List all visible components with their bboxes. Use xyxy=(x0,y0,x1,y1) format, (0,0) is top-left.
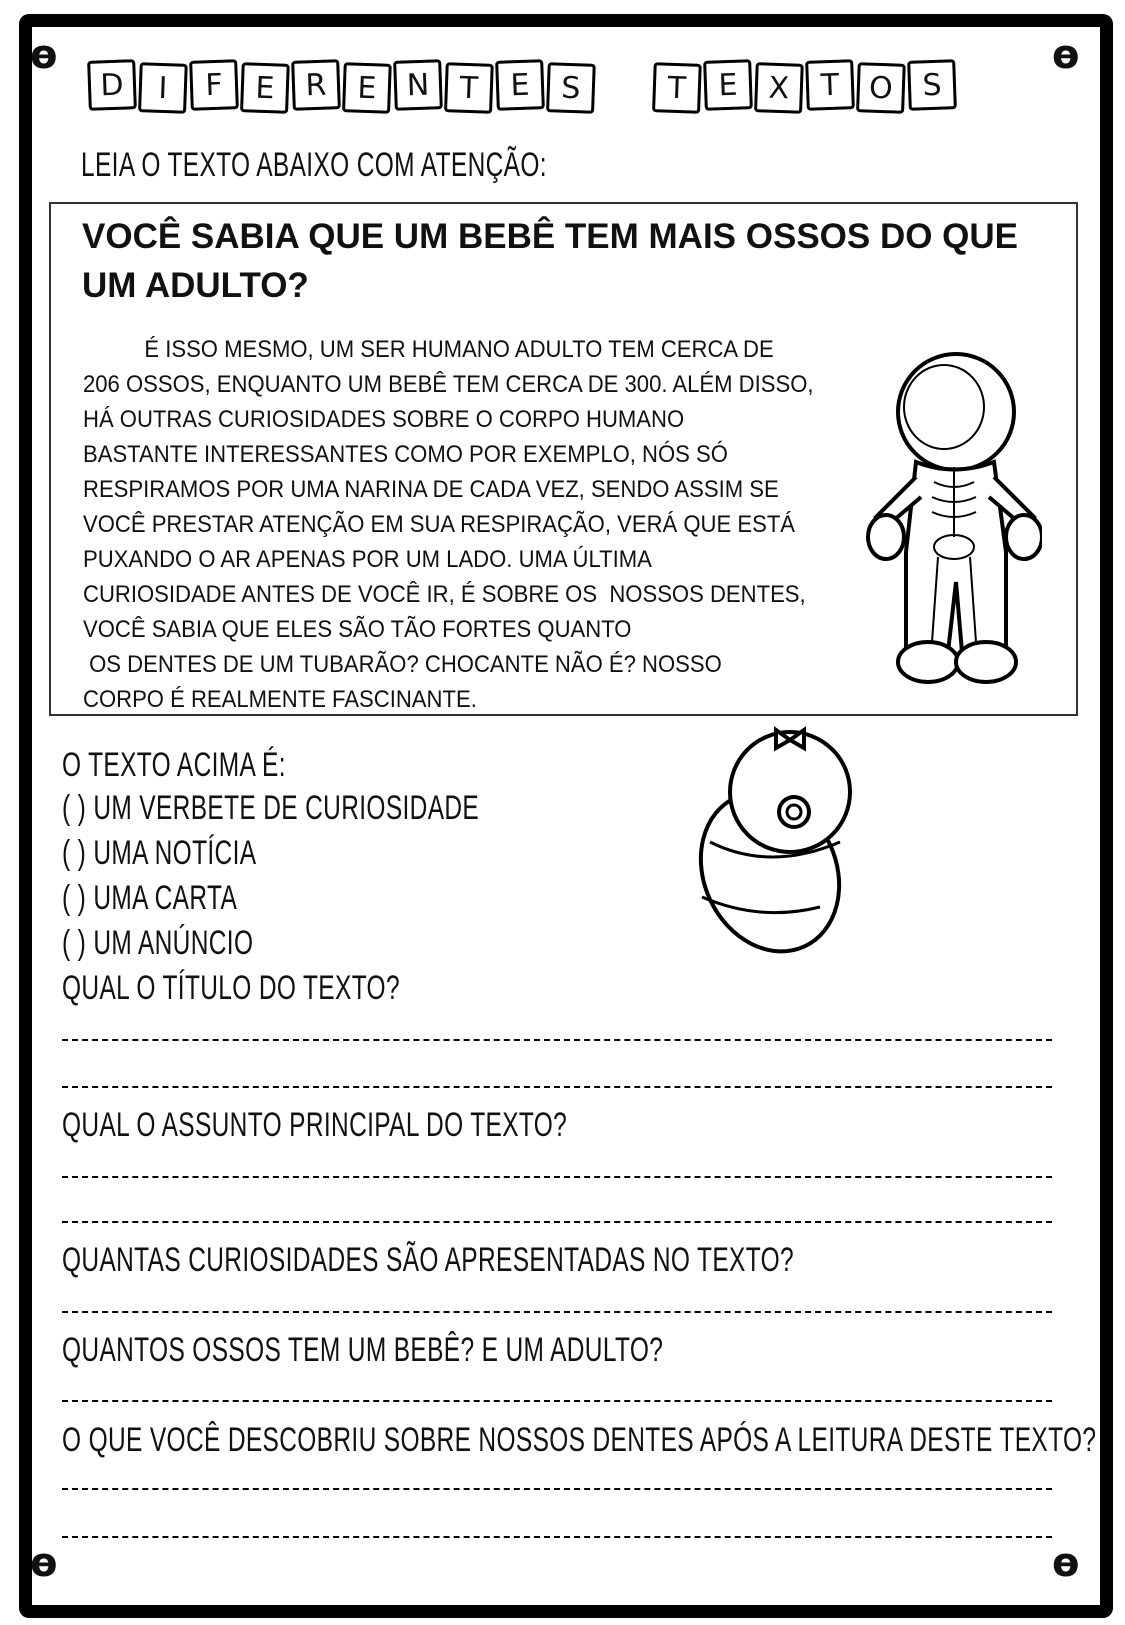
title-letter: T xyxy=(444,62,494,114)
title-letter: X xyxy=(754,62,804,114)
skeleton-child-illustration xyxy=(866,352,1042,692)
article-line: PUXANDO O AR APENAS POR UM LADO. UMA ÚLTIMA xyxy=(83,546,652,573)
question-6-prompt: O QUE VOCÊ DESCOBRIU SOBRE NOSSOS DENTES APÓS A LEITURA DESTE TEXTO? xyxy=(62,1421,1097,1459)
option-noticia[interactable]: ( ) UMA NOTÍCIA xyxy=(62,834,257,872)
article-line: VOCÊ PRESTAR ATENÇÃO EM SUA RESPIRAÇÃO, VERÁ QUE ESTÁ xyxy=(83,511,796,538)
title-letter: S xyxy=(546,62,596,114)
swaddled-baby-illustration xyxy=(690,722,870,958)
option-anuncio[interactable]: ( ) UM ANÚNCIO xyxy=(62,924,254,962)
article-line: CORPO É REALMENTE FASCINANTE. xyxy=(83,686,477,713)
answer-line[interactable] xyxy=(62,1221,1052,1223)
article-line: CURIOSIDADE ANTES DE VOCÊ IR, É SOBRE OS NOSSOS DENTES, xyxy=(83,581,806,608)
title-letter: D xyxy=(87,59,137,111)
answer-line[interactable] xyxy=(62,1400,1052,1402)
question-2-prompt: QUAL O TÍTULO DO TEXTO? xyxy=(62,969,400,1007)
title-letter: E xyxy=(495,59,545,111)
question-5-prompt: QUANTOS OSSOS TEM UM BEBÊ? E UM ADULTO? xyxy=(62,1331,664,1369)
article-line: OS DENTES DE UM TUBARÃO? CHOCANTE NÃO É? NOSSO xyxy=(83,651,722,678)
article-line: BASTANTE INTERESSANTES COMO POR EXEMPLO, NÓS SÓ xyxy=(83,441,728,468)
title-letter: T xyxy=(652,62,702,114)
instruction-text: LEIA O TEXTO ABAIXO COM ATENÇÃO: xyxy=(81,146,547,184)
answer-line[interactable] xyxy=(62,1176,1052,1178)
title-letter: T xyxy=(805,59,855,111)
title-letter: F xyxy=(189,59,239,111)
title-letter: E xyxy=(240,62,290,114)
answer-line[interactable] xyxy=(62,1488,1052,1490)
article-body xyxy=(83,332,814,717)
title-letter: E xyxy=(342,62,392,114)
option-carta[interactable]: ( ) UMA CARTA xyxy=(62,879,238,917)
question-4-prompt: QUANTAS CURIOSIDADES SÃO APRESENTADAS NO TEXTO? xyxy=(62,1241,794,1279)
article-line: É ISSO MESMO, UM SER HUMANO ADULTO TEM CERCA DE xyxy=(83,336,774,363)
article-line: VOCÊ SABIA QUE ELES SÃO TÃO FORTES QUANTO xyxy=(83,616,632,643)
swirl-decoration-icon: ɵ xyxy=(1052,32,1080,78)
answer-line[interactable] xyxy=(62,1311,1052,1313)
title-letter: S xyxy=(907,59,957,111)
question-3-prompt: QUAL O ASSUNTO PRINCIPAL DO TEXTO? xyxy=(62,1106,568,1144)
article-line: HÁ OUTRAS CURIOSIDADES SOBRE O CORPO HUMANO xyxy=(83,406,685,433)
title-letter: E xyxy=(703,59,753,111)
title-letter: I xyxy=(138,62,188,114)
title-letter: N xyxy=(393,59,443,111)
article-line: RESPIRAMOS POR UMA NARINA DE CADA VEZ, SENDO ASSIM SE xyxy=(83,476,779,503)
question-1-prompt: O TEXTO ACIMA É: xyxy=(62,746,286,784)
article-line: 206 OSSOS, ENQUANTO UM BEBÊ TEM CERCA DE 300. ALÉM DISSO, xyxy=(83,371,814,398)
answer-line[interactable] xyxy=(62,1086,1052,1088)
title-letter: R xyxy=(291,59,341,111)
answer-line[interactable] xyxy=(62,1536,1052,1538)
worksheet-title xyxy=(88,60,956,110)
swirl-decoration-icon: ɵ xyxy=(30,1540,58,1586)
swirl-decoration-icon: ɵ xyxy=(30,32,58,78)
answer-line[interactable] xyxy=(62,1039,1052,1041)
swirl-decoration-icon: ɵ xyxy=(1052,1540,1080,1586)
article-heading: VOCÊ SABIA QUE UM BEBÊ TEM MAIS OSSOS DO QUE UM ADULTO? xyxy=(82,217,1019,305)
option-verbete[interactable]: ( ) UM VERBETE DE CURIOSIDADE xyxy=(62,789,480,827)
title-letter: O xyxy=(856,62,906,114)
